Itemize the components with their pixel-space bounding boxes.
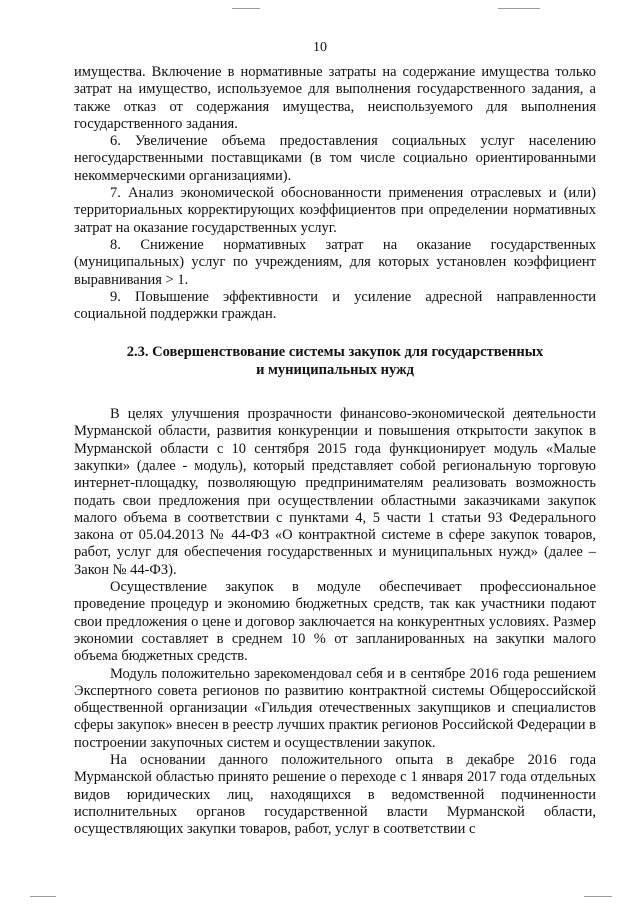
paragraph: В целях улучшения прозрачности финансово-экономической деятельности Мурманской области, развития конкуренции и повышения открытости закупок в Мурманской области с 10 сентября 2015 года функционирует модуль «Малые закупки» (далее - модуль), который представляет собой региональную торговую интернет-площадку, позволяющую предпринимателям реализовать возможность подать свои предложения при осуществлении областными заказчиками закупок малого объема в соответствии с пунктами 4, 5 части 1 статьи 93 Федерального закона от 05.04.2013 № 44-ФЗ «О контрактной системе в сфере закупок товаров, работ, услуг для обеспечения государственных и муниципальных нужд» (далее – Закон № 44-ФЗ). <box>74 406 596 578</box>
section-heading-line: 2.3. Совершенствование системы закупок для государственных <box>126 344 544 361</box>
document-body <box>74 64 596 838</box>
page-number: 10 <box>313 40 327 55</box>
paragraph: 8. Снижение нормативных затрат на оказание государственных (муниципальных) услуг по учреждениям, для которых установлен коэффициент выравнивания > 1. <box>74 236 596 288</box>
section-heading-line: и муниципальных нужд <box>256 361 414 378</box>
paragraph: На основании данного положительного опыта в декабре 2016 года Мурманской областью принято решение о переходе с 1 января 2017 года отдельных видов юридических лиц, находящихся в ведомственной подчиненности исполнительных органов государственной власти Мурманской области, осуществляющих закупки товаров, работ, услуг в соответствии с <box>74 751 596 838</box>
scan-mark-top-right <box>498 8 540 9</box>
section-heading <box>74 344 596 379</box>
scan-mark-bottom-right <box>584 896 612 897</box>
paragraph: 6. Увеличение объема предоставления социальных услуг населению негосударственными поставщиками (в том числе социально ориентированными некоммерческими организациями). <box>74 133 596 184</box>
paragraph: 9. Повышение эффективности и усиление адресной направленности социальной поддержки граждан. <box>74 288 596 323</box>
scan-mark-top-left <box>232 8 260 9</box>
paragraph: 7. Анализ экономической обоснованности применения отраслевых и (или) территориальных корректирующих коэффициентов при определении нормативных затрат на оказание государственных услуг. <box>74 185 596 236</box>
scan-mark-bottom-left <box>30 896 56 897</box>
paragraph: Осуществление закупок в модуле обеспечивает профессиональное проведение процедур и экономию бюджетных средств, так как участники подают свои предложения о цене и договор заключается на конкурентных условиях. Размер экономии составляет в среднем 10 % от запланированных на закупки малого объема бюджетных средств. <box>74 579 596 665</box>
paragraph: имущества. Включение в нормативные затраты на содержание имущества только затрат на имущество, используемое для выполнения государственного задания, а также отказ от содержания имущества, неиспользуемого для выполнения государственного задания. <box>74 64 596 132</box>
paragraph: Модуль положительно зарекомендовал себя и в сентябре 2016 года решением Экспертного совета регионов по развитию контрактной системы Общероссийской общественной организации «Гильдия отечественных закупщиков и специалистов сферы закупок» внесен в реестр лучших практик регионов Российской Федерации в построении закупочных систем и осуществлении закупок. <box>74 665 596 751</box>
